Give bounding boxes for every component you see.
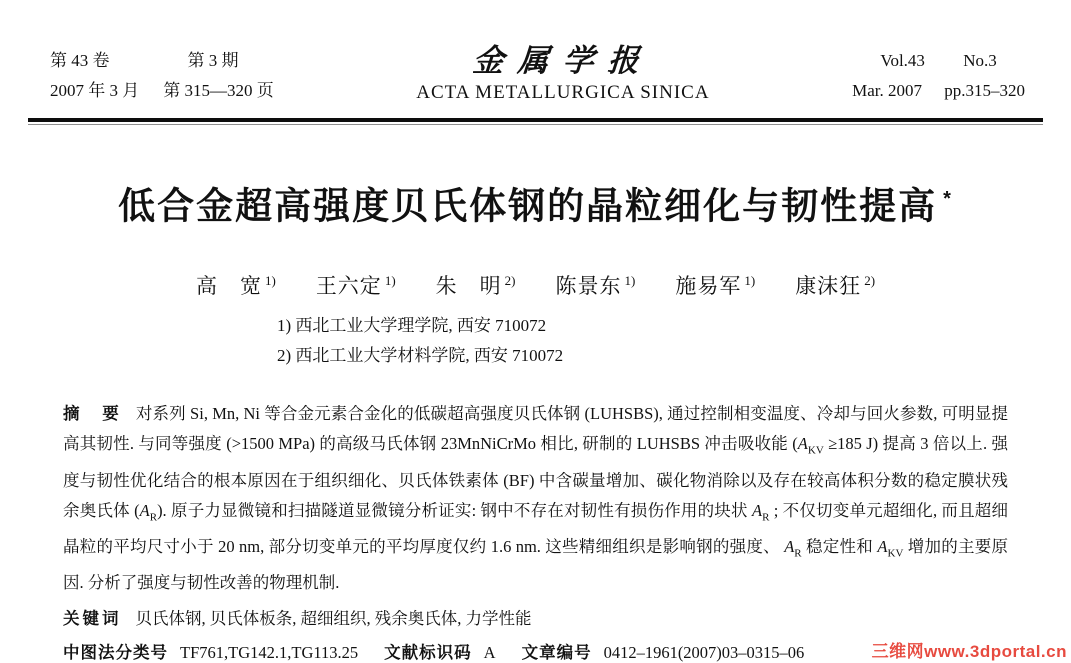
author [196,268,276,299]
author [795,268,875,299]
author-affiliation-marker: 1) [624,273,636,289]
title-footnote-marker: * [943,188,953,210]
volume-en: Vol.43 [880,51,925,70]
issue-info-en [852,46,1025,106]
clc-value: TF761,TG142.1,TG113.25 [180,643,359,663]
author-list [28,268,1043,299]
article-id-value: 0412–1961(2007)03–0315–06 [603,643,805,663]
article-id-label: 文章编号 [521,644,592,663]
affiliation-2: 2) 西北工业大学材料学院, 西安 710072 [277,346,564,366]
journal-name-en: ACTA METALLURGICA SINICA [416,82,710,103]
affiliations [277,311,1043,371]
clc-label: 中图法分类号 [63,644,168,663]
affiliation-1: 1) 西北工业大学理学院, 西安 710072 [277,316,547,336]
author [436,268,516,299]
author-name: 施易军 [675,274,742,299]
author [316,268,396,299]
issue-en: No.3 [963,51,997,70]
journal-header [28,44,1043,106]
author-name: 朱 明 [435,274,502,299]
doc-code-value: A [483,643,496,663]
author-name: 高 宽 [195,274,262,299]
abstract-text: 对系列 Si, Mn, Ni 等合金元素合金化的低碳超高强度贝氏体钢 (LUHSBS), 通过控制相变温度、冷却与回火参数, 可明显提高其韧性. 与同等强度 (>1500 MPa) 的高级马氏体钢 23MnNiCrMo 相比, 研制的 LUHSBS 冲击吸收能 ($A_{KV} \ge 185$ J) 提高 3 倍以上. 强度与韧性优化结合的根本原因在于组织细化、贝氏体铁素体 (BF) 中含碳量增加、碳化物消除以及存在较高体积分数的稳定膜状残余奥氏体 $(A_R)$. 原子力显微镜和扫描隧道显微镜分析证实: 钢中不存在对韧性有损伤作用的块状 $A_R$ ; 不仅切变单元超细化, 而且超细晶粒的平均尺寸小于 20 nm, 部分切变单元的平均厚度仅约 1.6 nm. 这些精细组织是影响钢的强度、 $A_R$ 稳定性和 $A_{KV}$ 增加的主要原因. 分析了强度与韧性改善的物理机制. [63,404,1009,593]
issue-info-en-row1 [852,46,1025,76]
pages-cn: 第 315—320 页 [163,81,274,100]
issue-info-en-row2 [852,76,1025,106]
header-rule-thick [28,118,1043,122]
author-affiliation-marker: 2) [504,273,516,289]
journal-title [416,44,709,106]
issue-info-cn [50,46,274,106]
author-affiliation-marker: 1) [384,273,396,289]
watermark: 三维网www.3dportal.cn [871,642,1067,661]
issue-info-cn-row2 [50,76,274,106]
author-affiliation-marker: 1) [744,273,756,289]
article-title [28,175,1043,230]
author [556,268,636,299]
date-cn: 2007 年 3 月 [50,81,140,100]
journal-name-zh: 金属学报 [471,43,655,78]
pages-en: pp.315–320 [944,81,1025,100]
meta-line [63,638,1008,663]
issue-info-cn-row1 [50,46,274,76]
volume-cn: 第 43 卷 [50,51,110,70]
author-affiliation-marker: 1) [264,273,276,289]
article-title-text: 低合金超高强度贝氏体钢的晶粒细化与韧性提高 [118,185,938,227]
keywords-text: 贝氏体钢, 贝氏体板条, 超细组织, 残余奥氏体, 力学性能 [135,609,532,629]
author-name: 王六定 [315,274,382,299]
abstract [63,399,1008,598]
author-affiliation-marker: 2) [864,273,876,289]
author-name: 康沫狂 [795,274,862,299]
doc-code-label: 文献标识码 [384,644,472,663]
keywords [63,604,1008,634]
header-rule-thin [28,124,1043,125]
author-name: 陈景东 [555,274,622,299]
date-en: Mar. 2007 [852,81,922,100]
author [675,268,755,299]
abstract-label: 摘 要 [63,405,122,424]
issue-cn: 第 3 期 [187,51,239,70]
keywords-label: 关键词 [63,610,122,629]
